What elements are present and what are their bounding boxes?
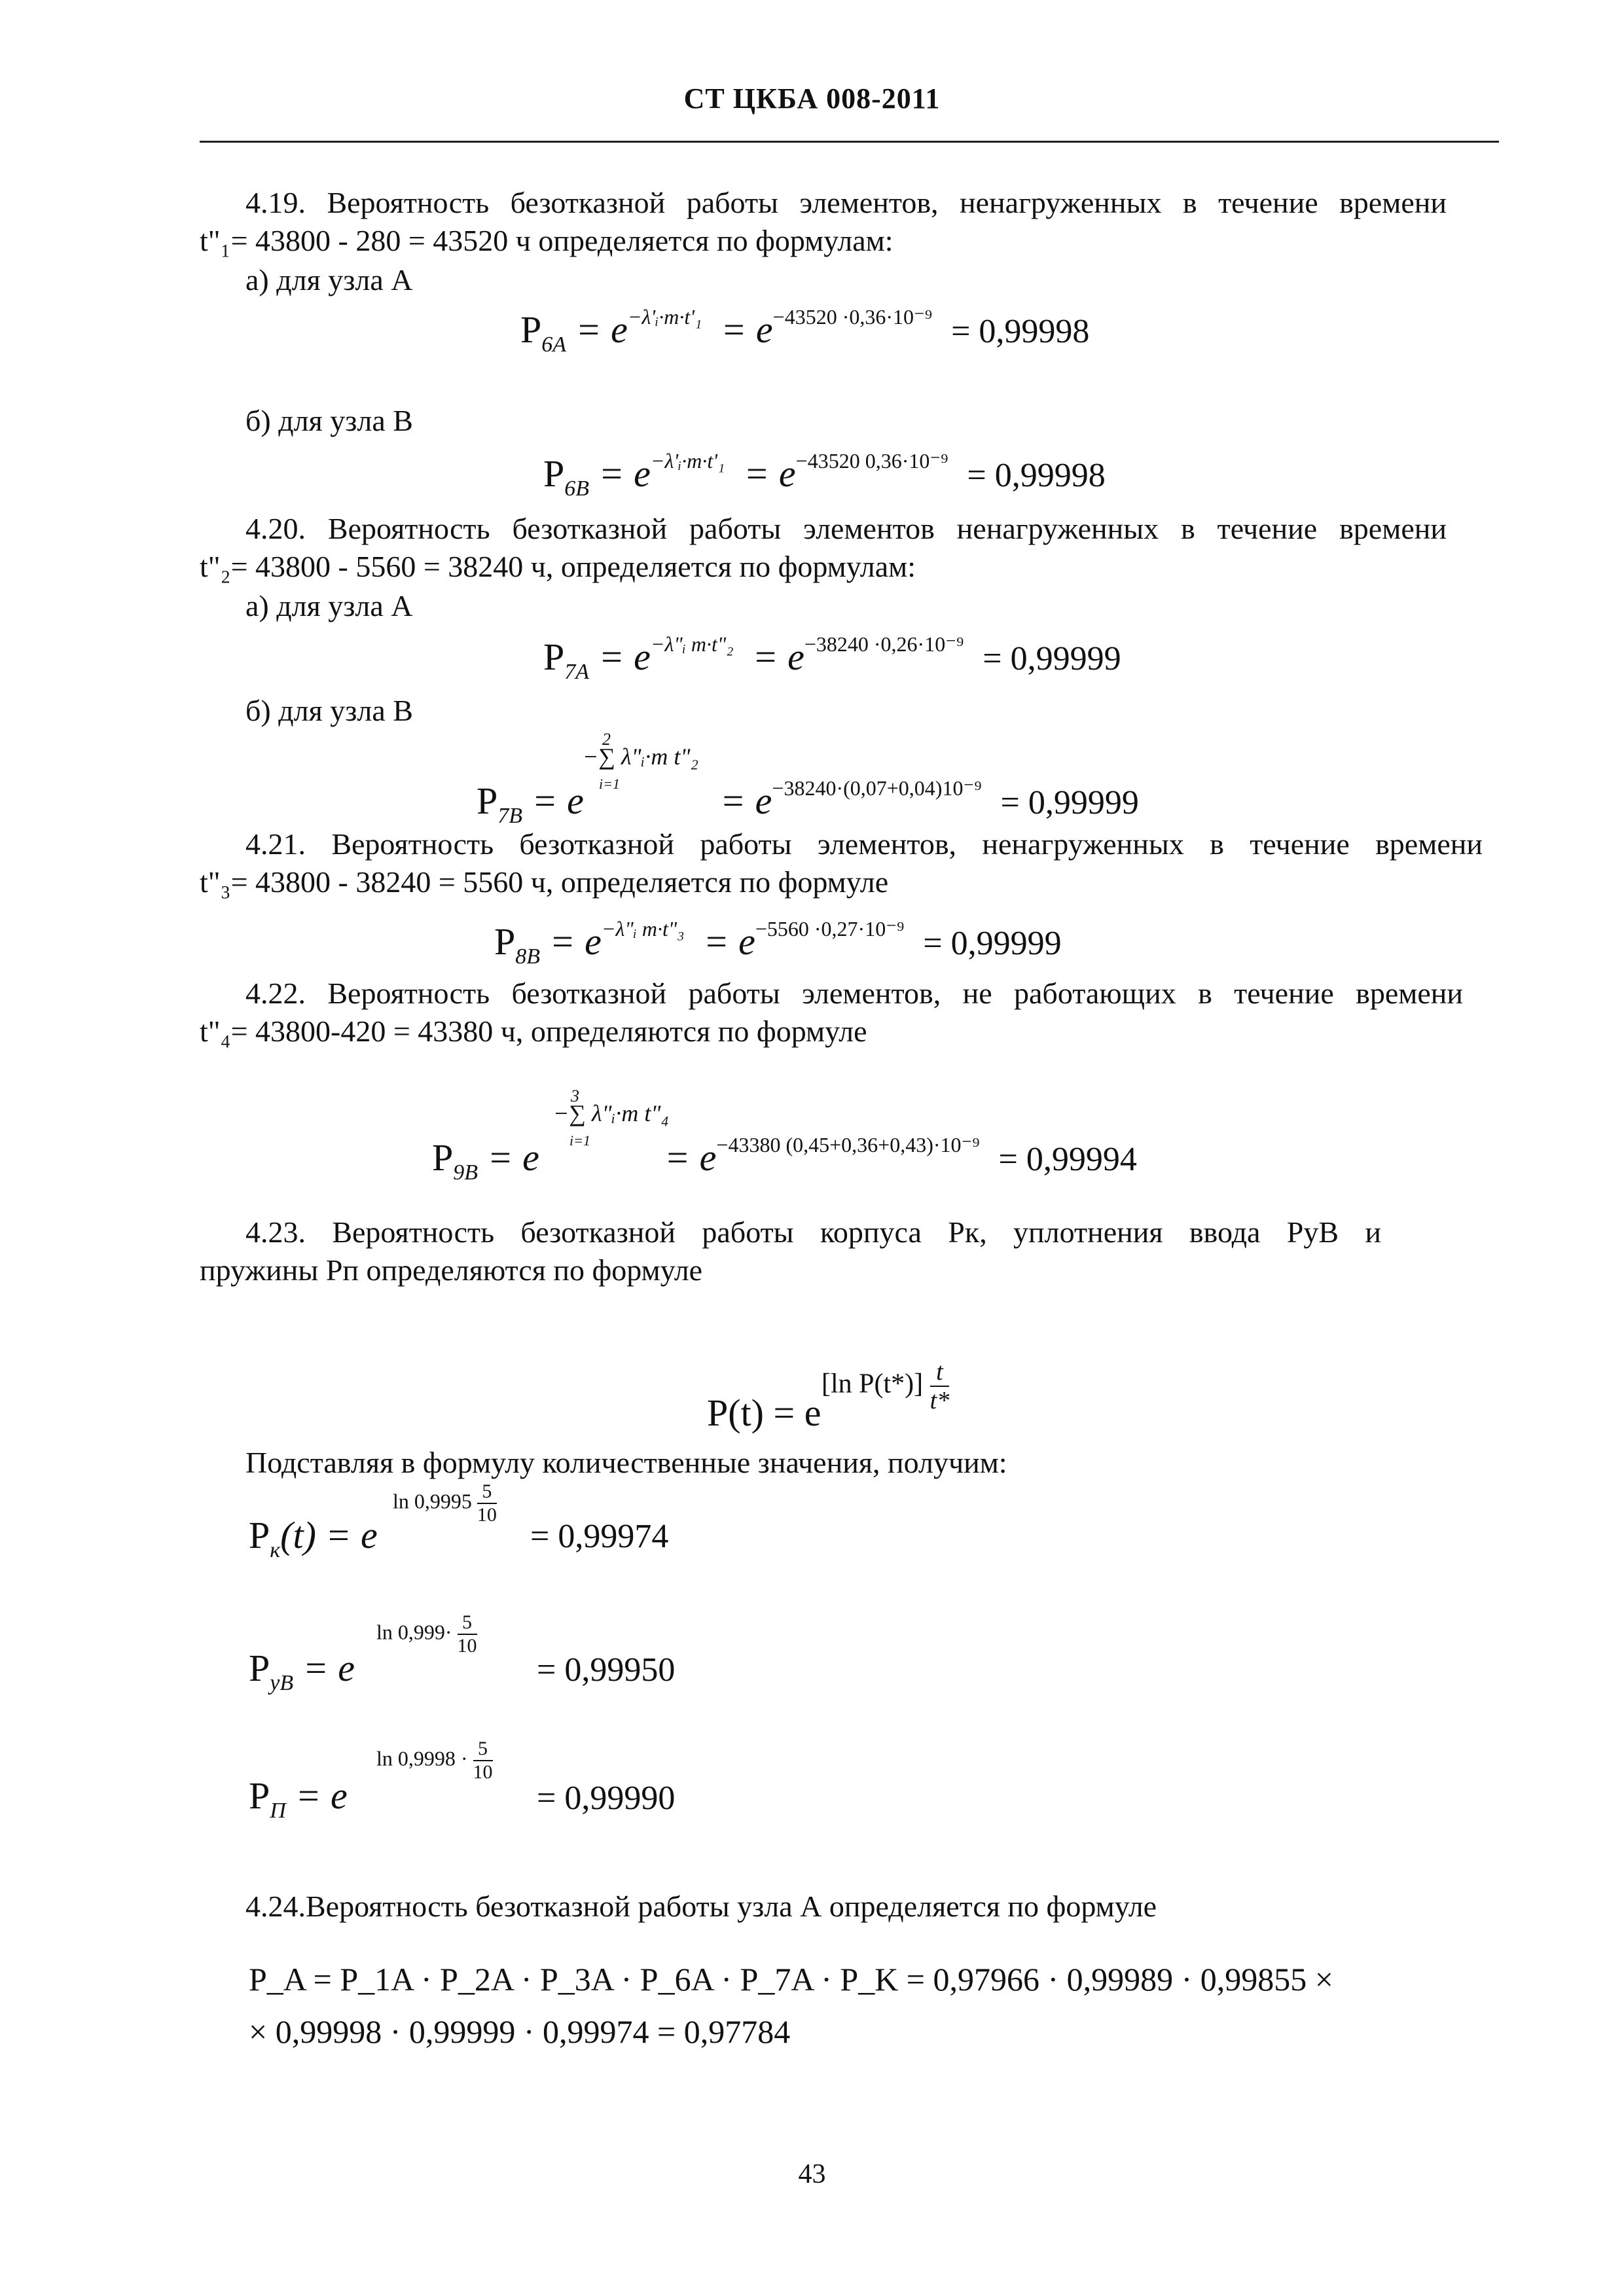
s419-item-a: а) для узла А (245, 263, 413, 296)
sum-limit-bottom: i=1 (599, 776, 620, 792)
puv-result: = 0,99950 (537, 1651, 676, 1689)
formula-pk: $P_к(t) = e$ (249, 1514, 378, 1562)
pk-exponent: ln 0,9995 $\frac{5}{10}$ (393, 1480, 497, 1526)
formula-p7b-rhs: = $e^{-38240\cdot(0,07+0,04)10^{-9}} = 0,99999$ (720, 776, 1139, 822)
formula-pa-line2: × 0,99998 · 0,99999 · 0,99974 = 0,97784 (249, 2013, 791, 2050)
formula-p7a: $P_{7A} = e^{-\lambda"ᵢ m\cdot t"_2} = e^{-38240 \cdot 0,26\cdot 10^{-9}} = 0,99999$ (543, 632, 1121, 684)
formula-p6b: $P_{6B} = e^{-\lambda'ᵢ\cdot m\cdot t'_1} = e^{-43520 0,36\cdot 10^{-9}} = 0,99998$ (543, 449, 1106, 501)
s420-item-b: б) для узла В (245, 694, 413, 727)
s420-paragraph-line1: 4.20. Вероятность безотказной работы элементов ненагруженных в течение времени (245, 512, 1447, 545)
s419-item-b: б) для узла В (245, 404, 413, 437)
formula-pa-line1: P_A = P_1A · P_2A · P_3A · P_6A · P_7A · P_K = 0,97966 · 0,99989 · 0,99855 × (249, 1961, 1334, 1998)
s423-paragraph-line1: 4.23. Вероятность безотказной работы корпуса Pк, уплотнения ввода PуВ и (245, 1215, 1381, 1249)
sum-exponent-9b: −∑ λ"ᵢ·m t"₄ (553, 1100, 669, 1126)
s420-item-a: а) для узла А (245, 589, 413, 622)
puv-exponent: ln 0,999· $\frac{5}{10}$ (376, 1611, 477, 1657)
formula-p8b: $P_{8B} = e^{-\lambda"ᵢ m\cdot t"_3} = e^{-5560 \cdot 0,27\cdot 10^{-9}} = 0,99999$ (494, 917, 1062, 969)
s421-paragraph-line2: t"₃= 43800 - 38240 = 5560 ч, определяется по формуле (200, 865, 889, 899)
s424-paragraph-line1: 4.24.Вероятность безотказной работы узла А определяется по формуле (245, 1890, 1157, 1923)
pp-result: = 0,99990 (537, 1780, 676, 1817)
s422-paragraph-line1: 4.22. Вероятность безотказной работы элементов, не работающих в течение времени (245, 977, 1463, 1010)
formula-general-exponent: [ln P(t*)] $\frac{t}{t*}$ (821, 1358, 950, 1414)
page-number: 43 (798, 2159, 826, 2189)
formula-p9b: $P_{9B} = e$ (432, 1136, 539, 1185)
formula-general-fraction: $\frac{t}{t*}$ (929, 1358, 950, 1414)
s423-paragraph-line2: пружины Pп определяются по формуле (200, 1253, 703, 1287)
formula-general: P(t) = e (707, 1391, 821, 1434)
s419-paragraph-line2: t"₁= 43800 - 280 = 43520 ч определяется по формулам: (200, 224, 893, 257)
s419-paragraph-line1: 4.19. Вероятность безотказной работы элементов, ненагруженных в течение времени (245, 186, 1447, 219)
formula-p9b-rhs: = $e^{-43380 (0,45+0,36+0,43)\cdot 10^{-9}} = 0,99994$ (664, 1133, 1137, 1179)
pp-exponent: ln 0,9998 · $\frac{5}{10}$ (376, 1738, 493, 1783)
header-rule (200, 141, 1499, 143)
formula-p7b: $P_{7B} = e$ (477, 780, 584, 828)
formula-pp: $P_П = e$ (249, 1774, 348, 1823)
sum4-limit-bottom: i=1 (569, 1132, 590, 1149)
s420-paragraph-line2: t"₂= 43800 - 5560 = 38240 ч, определяется по формулам: (200, 550, 916, 583)
sum4-limit-top: 3 (571, 1086, 579, 1105)
document-header: СТ ЦКБА 008-2011 (683, 82, 941, 115)
sum-limit-top: 2 (602, 730, 611, 749)
formula-puv: $P_{уВ} = e$ (249, 1647, 355, 1695)
sum-exponent-7b: −∑ λ"ᵢ·m t"₂ (583, 744, 698, 770)
s422-paragraph-line2: t"₄= 43800-420 = 43380 ч, определяются по формуле (200, 1014, 867, 1048)
pk-result: = 0,99974 (530, 1518, 669, 1555)
s421-paragraph-line1: 4.21. Вероятность безотказной работы элементов, ненагруженных в течение времени (245, 827, 1483, 861)
s423-substitution-text: Подставляя в формулу количественные значения, получим: (245, 1446, 1007, 1479)
formula-p6a: $P_{6A} = e^{-\lambda'ᵢ\cdot m\cdot t'_1} = e^{-43520 \cdot 0,36\cdot 10^{-9}} = 0,99998$ (520, 305, 1090, 357)
